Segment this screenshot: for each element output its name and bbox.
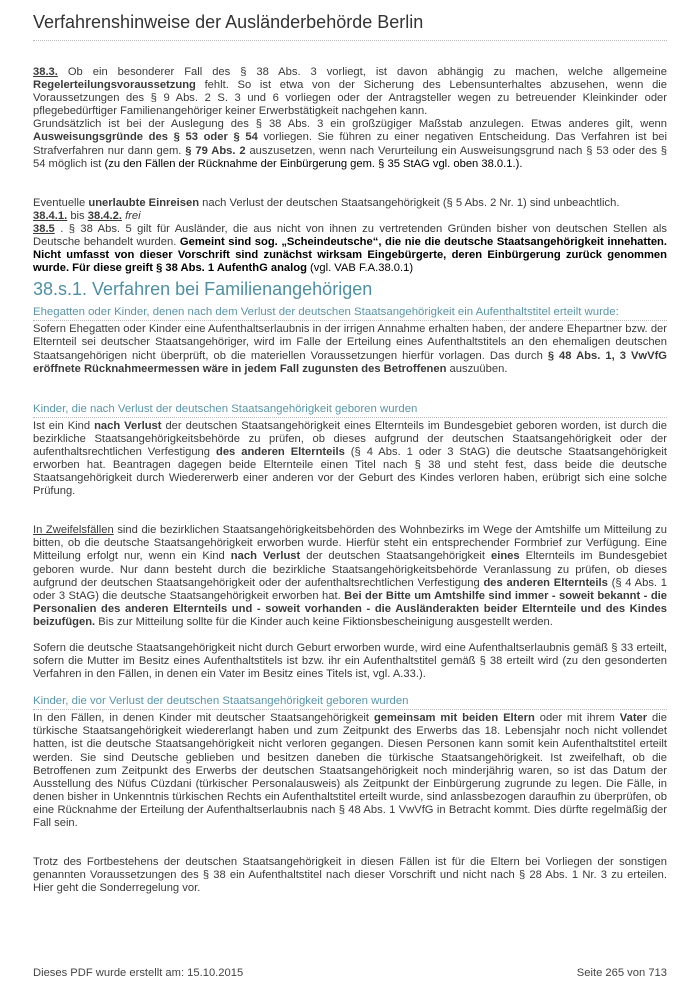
bold-text: § 48 Abs. 1, 3 VwVfG eröffnete Rücknahmeermessen wäre in jedem Fall zugunsten des Betroffenen (33, 349, 668, 375)
bold-text: Vater (619, 712, 648, 725)
bold-text: § 79 Abs. 2 (185, 144, 246, 157)
bold-text: des anderen Elternteils (215, 445, 345, 458)
underlined-text: In Zweifelsfällen (33, 524, 114, 537)
note-text: (vgl. VAB F.A.38.0.1) (306, 262, 414, 275)
subsection-heading-ehegatten: Ehegatten oder Kinder, denen nach dem Verlust der deutschen Staatsangehörigkeit ein Aufenthaltstitel erteilt wurde: (33, 305, 667, 321)
spacer (33, 830, 667, 856)
paragraph-ehegatten (33, 323, 667, 375)
bold-text: gemeinsam mit beiden Eltern (373, 712, 535, 725)
text: . § 38 Abs. 5 gilt für Ausländer, die aus nicht von ihnen zu vertretenden Gründen bisher von deutschen Stellen als Deutsche behandelt wurden. (33, 222, 667, 249)
footer-created-date: Dieses PDF wurde erstellt am: 15.10.2015 (33, 967, 244, 979)
header-title: Verfahrenshinweise der Ausländerbehörde Berlin (33, 12, 424, 32)
section-heading: 38.s.1. Verfahren bei Familienangehörigen (33, 279, 373, 300)
text: oder mit ihrem (534, 712, 620, 725)
paragraph-nach-verlust (33, 420, 667, 499)
text: Elternteils im Bundesgebiet geboren wurde. Nur dann besteht durch die bezirkliche Staatsangehörigkeitsbehörde Veranlassung zu prüfen, ob dieses aufgrund der deutschen Staatsangehörigkeit oder der aufenthaltsrechtlichen Verfestigung (33, 550, 667, 589)
paragraph-aufenthaltserlaubnis-33 (33, 642, 667, 681)
text: Sofern die deutsche Staatsangehörigkeit nicht durch Geburt erworben wurde, wird eine Aufenthaltserlaubnis gemäß § 33 erteilt, sofern die Mutter im Besitz eines Aufenthaltstitels ist bzw. ihr ein Aufenthaltstitel gemäß § 38 erteilt wird (zu den gesonderten Verfahren in den Fällen, in denen ein Vater im Besitz eines Titels ist, vgl. A.33.). (33, 642, 667, 681)
text: Ist ein Kind (33, 419, 95, 432)
text: nach Verlust der deutschen Staatsangehörigkeit (§ 5 Abs. 2 Nr. 1) sind unbeachtlich. (199, 196, 620, 209)
document-body (33, 66, 667, 895)
text: vorliegen. Sie führen zu einer negativen Entscheidung. Das Verfahren ist bei Strafverfahren nur dann gem. (33, 131, 668, 157)
spacer (33, 376, 667, 402)
text: Grundsätzlich ist bei der Auslegung des § 38 Abs. 3 ein großzügiger Maßstab anzulegen. Etwas anderes gilt, wenn (33, 118, 667, 131)
text: (§ 4 Abs. 1 oder 3 StAG) die deutsche Staatsangehörigkeit erworben hat. (33, 576, 667, 602)
text: auszusetzen, wenn nach Verurteilung ein Ausweisungsgrund nach § 53 oder des § 54 möglich ist (33, 144, 667, 170)
paragraph-38-5 (33, 223, 667, 275)
text: der deutschen Staatsangehörigkeit (300, 550, 491, 563)
paragraph-38-4 (33, 210, 667, 223)
text: die türkische Staatsangehörigkeit wiedererlangt haben und zum Zeitpunkt des Erwerbs das 18. Lebensjahr noch nicht vollendet hatten, ist die deutsche Staatsangehörigkeit nicht verloren gegangen. Diesen Personen kann somit kein Aufenthaltstitel erteilt werden. Sie sind Deutsche geblieben und besitzen daneben die türkische Staatsangehörigkeit. Ist zweifelhaft, ob die Betroffenen zum Zeitpunkt des Erwerbs der deutschen Staatsangehörigkeit noch minderjährig waren, so ist das Datum der Ausstellung des Nüfus Cüzdani (türkischer Personalausweis) als Zeitpunkt der Einbürgerung zugrunde zu legen. Die Fälle, in denen bisher in Unkenntnis türkischen Rechts ein Aufenthaltstitel erteilt wurde, sind anlassbezogen daraufhin zu überprüfen, ob eine Rücknahme der Erteilung der Aufenthaltserlaubnis nach § 48 Abs. 1 VwVfG in Betracht kommt. Dies dürfte regelmäßig der Fall sein. (33, 712, 667, 830)
text: sind die bezirklichen Staatsangehörigkeitsbehörden des Wohnbezirks im Wege der Amtshilfe um Mitteilung zu bitten, ob die deutsche Staatsangehörigkeit erworben wurde. Hierfür steht ein entsprechender Formbrief zur Verfügung. Eine Mitteilung erfolgt nur, wenn ein Kind (33, 524, 667, 563)
spacer (33, 629, 667, 642)
text: Eventuelle (33, 196, 89, 209)
link-38-5[interactable]: 38.5 (33, 222, 55, 235)
text: Ob ein besonderer Fall des § 38 Abs. 3 vorliegt, ist davon abhängig zu machen, welche allgemeine (57, 66, 667, 78)
text: Bis zur Mitteilung sollte für die Kinder auch keine Fiktionsbescheinigung ausgestellt werden. (95, 615, 553, 628)
bold-text: unerlaubte Einreisen (88, 196, 200, 209)
text: Trotz des Fortbestehens der deutschen Staatsangehörigkeit in diesen Fällen ist für die Eltern bei Vorliegen der sonstigen genannten Voraussetzungen des § 38 ein Aufenthaltstitel nach dieser Vorschrift und nicht nach § 28 Abs. 1 Nr. 3 zu erteilen. Hier geht die Sonderregelung vor. (33, 856, 667, 895)
subsection-heading-nach-verlust: Kinder, die nach Verlust der deutschen Staatsangehörigkeit geboren wurden (33, 402, 667, 418)
document-header (33, 12, 667, 41)
bold-text: Ausweisungsgründe des § 53 oder § 54 (33, 131, 258, 144)
text: fehlt. So ist etwa von der Sicherung des Lebensunterhaltes abzusehen, wenn die Voraussetzungen des § 9 Abs. 2 S. 3 und 6 vorliegen oder der Antragsteller wegen zu betreuender Kleinkinder oder pflegebedürftiger Familienangehöriger keiner Erwerbstätigkeit nachgehen kann. (33, 79, 667, 118)
text: auszuüben. (446, 362, 508, 375)
spacer (33, 498, 667, 524)
bold-text: des anderen Elternteils (483, 576, 608, 589)
paragraph-sonderregelung (33, 856, 667, 895)
bold-text: nach Verlust (230, 550, 301, 563)
italic-text: frei (121, 209, 141, 222)
bold-text: Gemeint sind sog. „Scheindeutsche“, die nie die deutsche Staatsangehörigkeit innehatten. Nicht umfasst von dieser Vorschrift sind zunächst wirksam Eingebürgerte, deren Einbürgerung zurück genommen wurde. Für diese greift § 38 Abs. 1 AufenthG analog (33, 236, 668, 275)
note-text: (zu den Fällen der Rücknahme der Einbürgerung gem. § 35 StAG vgl. oben 38.0.1.). (104, 157, 523, 170)
spacer (33, 171, 667, 197)
page-footer (33, 967, 667, 979)
link-38-4-2[interactable]: 38.4.2. (87, 209, 122, 222)
paragraph-zweifelsfaelle (33, 524, 667, 629)
bold-text: Regelerteilungsvoraussetzung (33, 79, 196, 92)
footer-page-number: Seite 265 von 713 (576, 967, 667, 979)
paragraph-vor-verlust (33, 712, 667, 830)
text: der deutschen Staatsangehörigkeit eines Elternteils im Bundesgebiet geboren worden, ist durch die bezirkliche Staatsangehörigkeitsbehörde zu prüfen, ob dieses aufgrund der deutschen Staatsangehörigkeit oder der aufenthaltsrechtlichen Verfestigung (33, 419, 667, 458)
bold-text: nach Verlust (94, 419, 162, 432)
link-38-3[interactable]: 38.3. (33, 66, 58, 78)
link-38-4-1[interactable]: 38.4.1. (33, 209, 68, 222)
text: Sofern Ehegatten oder Kinder eine Aufenthaltserlaubnis in der irrigen Annahme erhalten haben, der andere Ehepartner bzw. der Elternteil sei deutscher Staatsangehöriger, wird im Falle der Erteilung eines Aufenthaltstitels an den ehemaligen deutschen Staatsangehörigen nicht überprüft, ob die materiellen Voraussetzungen hierfür vorlagen. Das durch (33, 323, 667, 362)
paragraph-auslegung (33, 118, 667, 170)
spacer (33, 681, 667, 694)
subsection-heading-vor-verlust: Kinder, die vor Verlust der deutschen Staatsangehörigkeit geboren wurden (33, 694, 667, 710)
text: bis (67, 209, 88, 222)
paragraph-38-3 (33, 66, 667, 118)
bold-text: eines (490, 550, 520, 563)
text: (§ 4 Abs. 1 oder 3 StAG) die deutsche Staatsangehörigkeit erworben hat. Beantragen dagegen beide Elternteile einen Titel nach § 38 und steht fest, dass beide die deutsche Staatsangehörigkeit durch Wiedererwerb einer anderen vor der Geburt des Kindes verloren haben, erübrigt sich eine solche Prüfung. (33, 445, 667, 498)
paragraph-einreisen (33, 197, 667, 210)
bold-text: Bei der Bitte um Amtshilfe sind immer - soweit bekannt - die Personalien des anderen Elternteils und - soweit vorhanden - die Ausländerakten beider Elternteile und des Kindes beizufügen. (33, 589, 667, 628)
text: In den Fällen, in denen Kinder mit deutscher Staatsangehörigkeit (33, 712, 374, 725)
